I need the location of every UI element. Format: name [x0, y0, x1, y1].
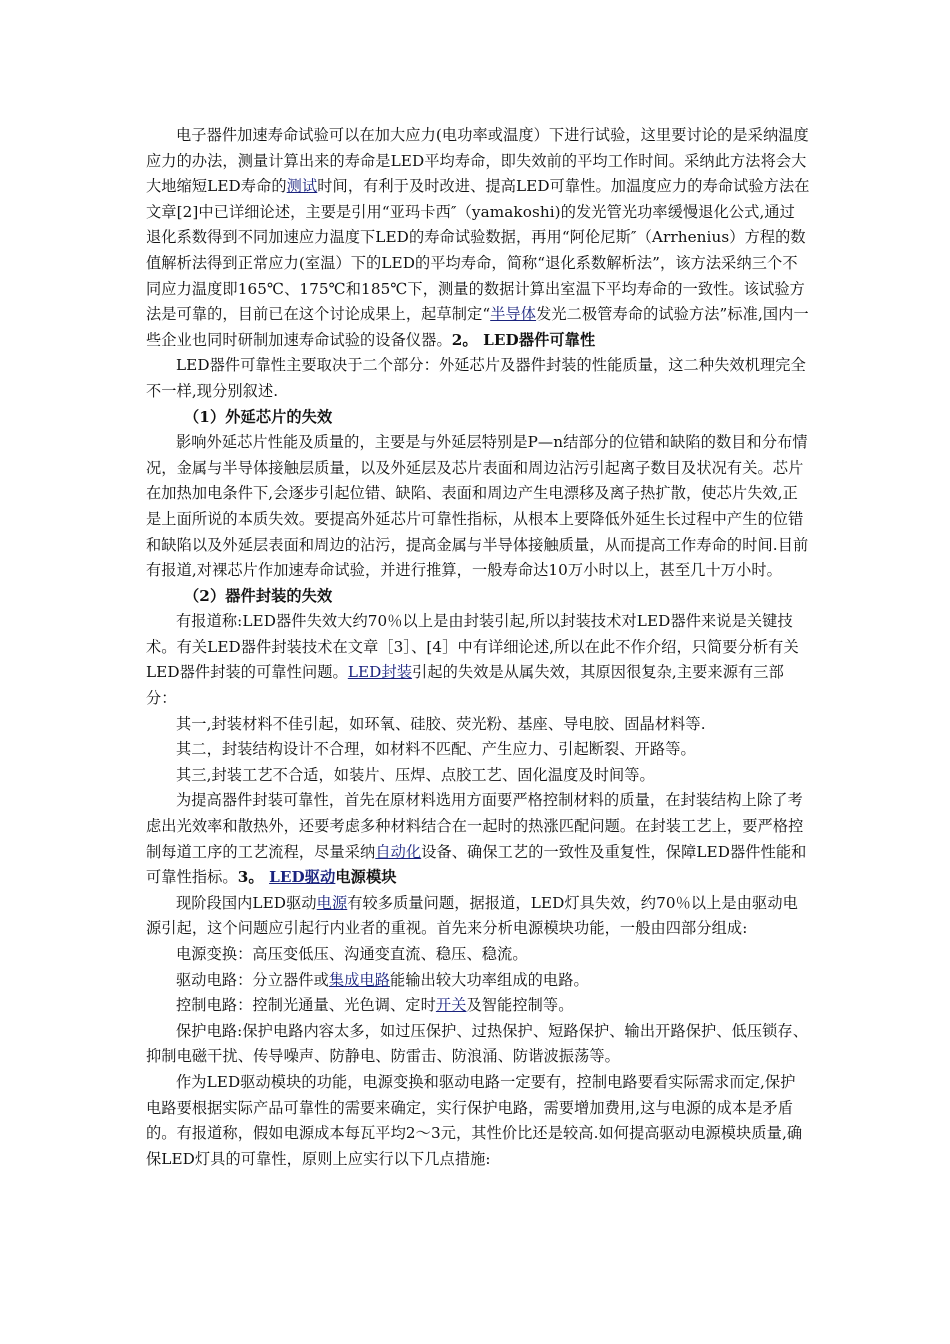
heading-package-failure: （2）器件封装的失效 — [184, 586, 333, 605]
paragraph-driver-power-issues: 现阶段国内LED驱动电源有较多质量问题，据报道，LED灯具失效，约70％以上是由驱动电源引起，这个问题应引起行内业者的重视。首先来分析电源模块功能，一般由四部分组成: — [146, 893, 798, 938]
heading-epitaxial-chip-failure: （1）外延芯片的失效 — [184, 407, 333, 426]
paragraph-reliability-intro: LED器件可靠性主要取决于二个部分：外延芯片及器件封装的性能质量，这二种失效机理完全不一样,现分别叙述. — [146, 356, 806, 400]
paragraph-protection-circuit: 保护电路:保护电路内容太多，如过压保护、过热保护、短路保护、输出开路保护、低压锁存、抑制电磁干扰、传导噪声、防静电、防雷击、防浪涌、防谐波振荡等。 — [146, 1021, 809, 1066]
heading-led-device-reliability: 2。 LED器件可靠性 — [451, 330, 596, 349]
link-test[interactable]: 测试 — [286, 177, 318, 196]
list-item-power-conversion: 电源变换：高压变低压、沟通变直流、稳压、稳流。 — [176, 945, 528, 963]
link-led-package[interactable]: LED封装 — [347, 663, 413, 682]
link-semiconductor[interactable]: 半导体 — [490, 305, 537, 324]
paragraph-epitaxial-chip: 影响外延芯片性能及质量的，主要是与外延层特别是P—n结部分的位错和缺陷的数目和分布情况，金属与半导体接触层质量，以及外延层及芯片表面和周边沾污引起离子数目及状况有关。芯片在加热加电条件下,会逐步引起位错、缺陷、表面和周边产生电漂移及离子热扩散，使芯片失效,正是上面所说的本质失效。要提高外延芯片可靠性指标，从根本上要降低外延生长过程中产生的位错和缺陷以及外延层表面和周边的沾污，提高金属与半导体接触质量，从而提高工作寿命的时间.目前有报道,对裸芯片作加速寿命试验，并进行推算，一般寿命达10万小时以上，甚至几十万小时。 — [146, 433, 809, 580]
link-led-driver[interactable]: LED驱动 — [269, 868, 336, 887]
list-item-package-process: 其三,封装工艺不合适，如装片、压焊、点胶工艺、固化温度及时间等。 — [176, 765, 655, 784]
heading-led-driver-power-module: 3。 LED驱动电源模块 — [237, 868, 397, 887]
link-automation[interactable]: 自动化 — [375, 842, 422, 861]
link-integrated-circuit[interactable]: 集成电路 — [328, 970, 391, 989]
list-item-package-structure: 其二，封装结构设计不合理，如材料不匹配、产生应力、引起断裂、开路等。 — [176, 740, 696, 759]
link-power-supply[interactable]: 电源 — [316, 893, 348, 912]
list-item-package-material: 其一,封装材料不佳引起，如环氧、硅胶、荧光粉、基座、导电胶、固晶材料等. — [176, 714, 706, 733]
list-item-drive-circuit: 驱动电路：分立器件或集成电路能输出较大功率组成的电路。 — [176, 970, 589, 989]
paragraph-driver-module-function: 作为LED驱动模块的功能，电源变换和驱动电路一定要有，控制电路要看实际需求而定,保护电路要根据实际产品可靠性的需要来确定，实行保护电路，需要增加费用,这与电源的成本是矛盾的。有报道称，假如电源成本每瓦平均2～3元，其性价比还是较高.如何提高驱动电源模块质量,确保LED灯具的可靠性，原则上应实行以下几点措施: — [146, 1072, 803, 1168]
paragraph-package-failure: 有报道称:LED器件失效大约70％以上是由封装引起,所以封装技术对LED器件来说是关键技术。有关LED器件封装技术在文章［3］、[4］中有详细论述,所以在此不作介绍，只简要分析有关LED器件封装的可靠性问题。LED封装引起的失效是从属失效，其原因很复杂,主要来源有三部分： — [146, 612, 799, 708]
article-body — [146, 123, 810, 1172]
paragraph-accelerated-life-test: 电子器件加速寿命试验可以在加大应力(电功率或温度）下进行试验，这里要讨论的是采纳温度应力的办法，测量计算出来的寿命是LED平均寿命，即失效前的平均工作时间。采纳此方法将会大大地缩短LED寿命的测试时间，有利于及时改进、提高LED可靠性。加温度应力的寿命试验方法在文章[2]中已详细论述，主要是引用“亚玛卡西″（yamakoshi)的发光管光功率缓慢退化公式,通过退化系数得到不同加速应力温度下LED的寿命试验数据，再用“阿伦尼斯″（Arrhenius）方程的数值解析法得到正常应力(室温）下的LED的平均寿命，简称“退化系数解析法”，该方法采纳三个不同应力温度即165℃、175℃和185℃下，测量的数据计算出室温下平均寿命的一致性。该试验方法是可靠的，目前已在这个讨论成果上，起草制定“半导体发光二极管寿命的试验方法”标准,国内一些企业也同时研制加速寿命试验的设备仪器。2。 LED器件可靠性 — [146, 126, 810, 349]
list-item-control-circuit: 控制电路：控制光通量、光色调、定时开关及智能控制等。 — [176, 996, 574, 1015]
paragraph-package-improvement: 为提高器件封装可靠性，首先在原材料选用方面要严格控制材料的质量，在封装结构上除了考虑出光效率和散热外，还要考虑多种材料结合在一起时的热涨匹配问题。在封装工艺上，要严格控制每道工序的工艺流程，尽量采纳自动化设备、确保工艺的一致性及重复性，保障LED器件性能和可靠性指标。3。 LED驱动电源模块 — [146, 791, 807, 887]
link-switch[interactable]: 开关 — [435, 996, 467, 1015]
